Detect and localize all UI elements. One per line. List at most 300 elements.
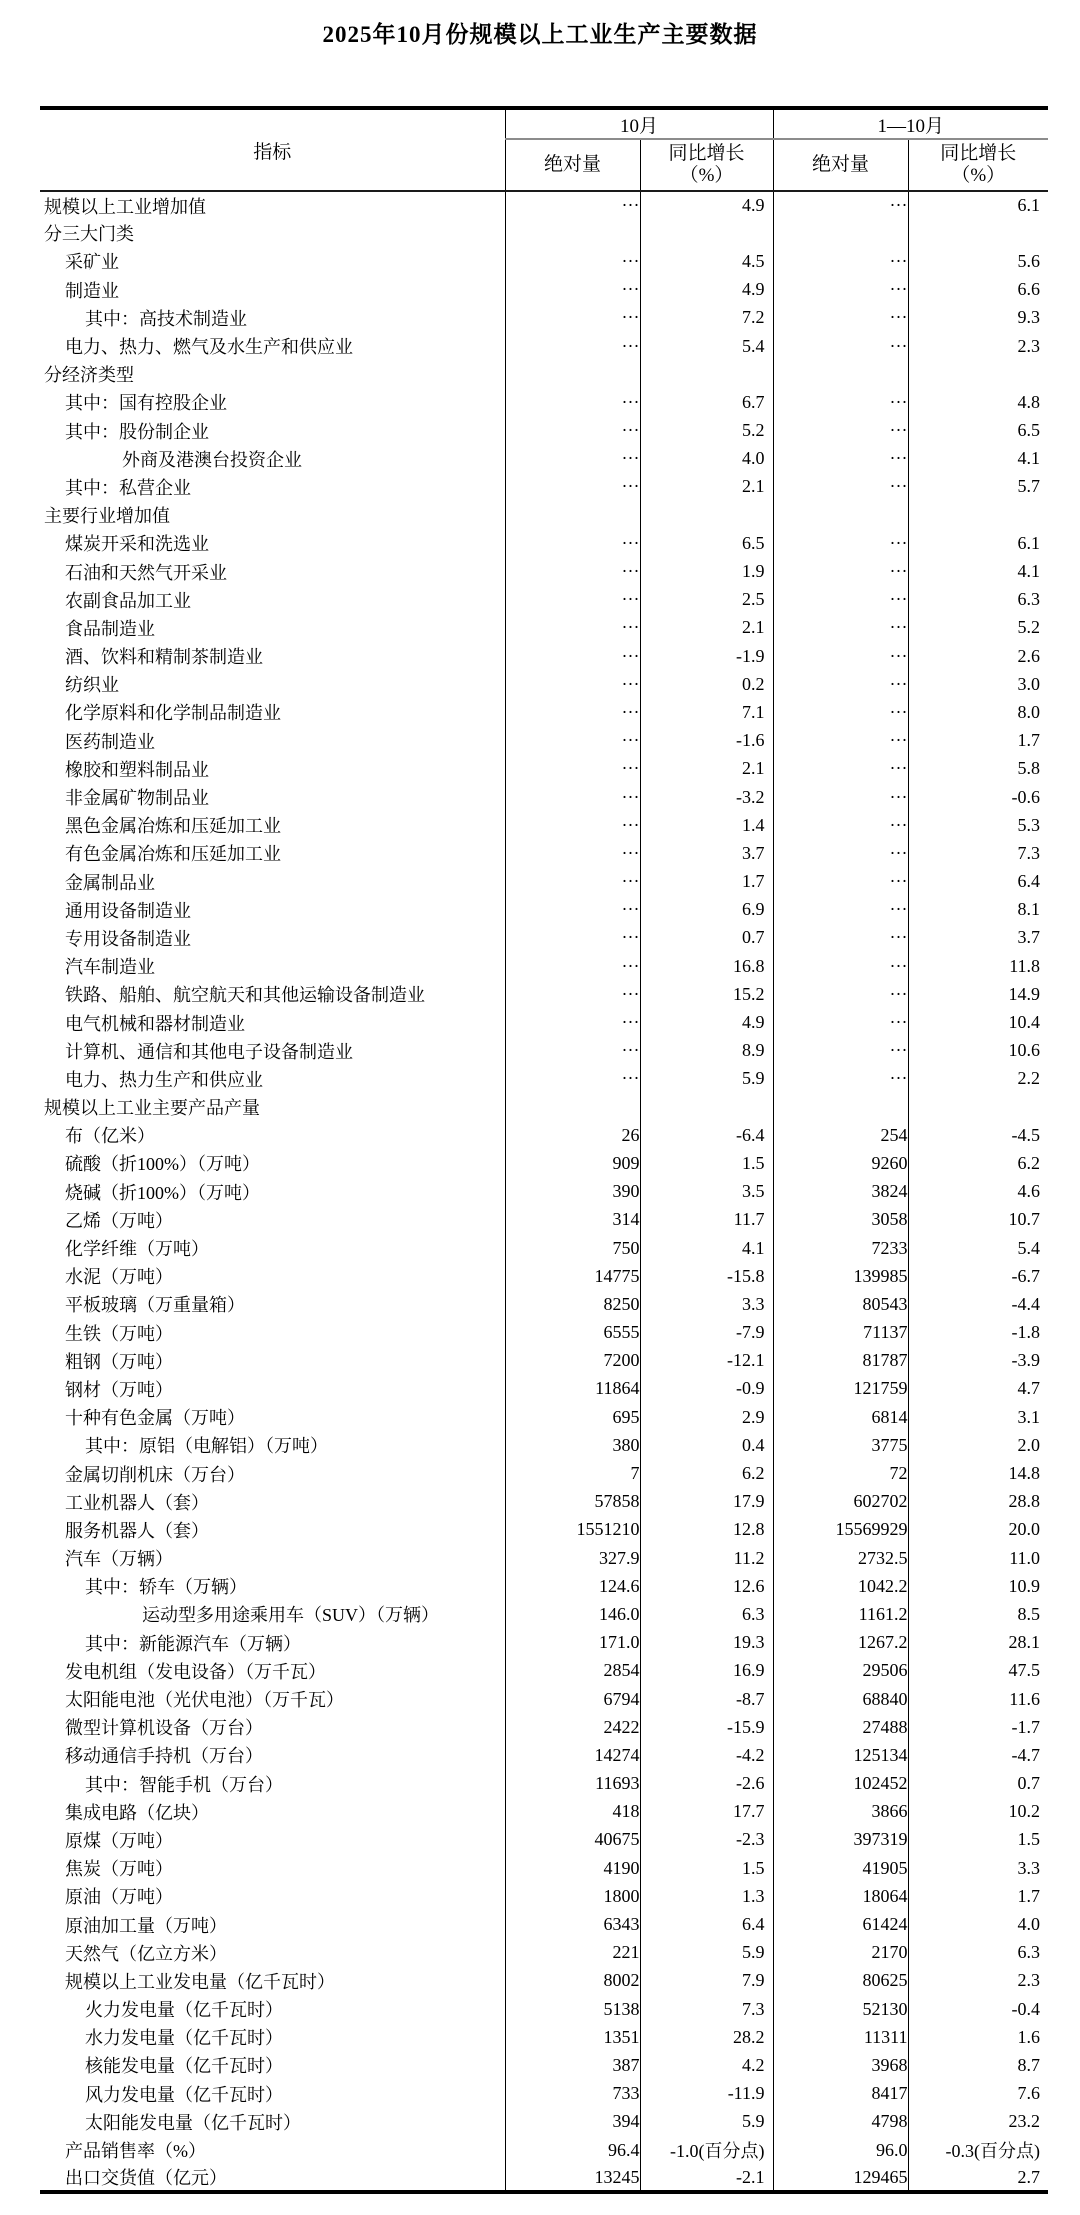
indicator-label: 移动通信手持机（万台） xyxy=(40,1741,505,1769)
growth-value-cell: 6.1 xyxy=(1017,532,1041,553)
absolute-value-cell: ··· xyxy=(505,698,640,726)
growth-value-cell: 11.7 xyxy=(640,1206,773,1234)
absolute-value-cell xyxy=(505,501,640,529)
growth-value-cell: 1.7 xyxy=(640,868,773,896)
growth-value-cell: 17.7 xyxy=(640,1798,773,1826)
table-row xyxy=(40,1037,1048,1065)
growth-value-cell: 2.5 xyxy=(640,586,773,614)
indicator-label: 粗钢（万吨） xyxy=(40,1347,505,1375)
column-header-growth-october xyxy=(640,139,773,191)
absolute-value-cell: 314 xyxy=(505,1206,640,1234)
indicator-label: 煤炭开采和洗选业 xyxy=(40,529,505,557)
absolute-value-cell: 121759 xyxy=(773,1375,908,1403)
table-row xyxy=(40,417,1048,445)
absolute-value-cell: ··· xyxy=(505,896,640,924)
table-row xyxy=(40,1741,1048,1769)
growth-value-cell: 4.1 xyxy=(1017,448,1041,469)
absolute-value-cell: ··· xyxy=(505,276,640,304)
table-row xyxy=(40,755,1048,783)
table-row xyxy=(40,304,1048,332)
growth-value-cell: 2.1 xyxy=(640,755,773,783)
indicator-label: 其中：股份制企业 xyxy=(40,417,505,445)
growth-value-cell: 3.3 xyxy=(640,1290,773,1318)
indicator-label: 铁路、船舶、航空航天和其他运输设备制造业 xyxy=(40,980,505,1008)
growth-value-cell: 20.0 xyxy=(1008,1519,1041,1540)
absolute-value-cell: 387 xyxy=(505,2051,640,2079)
absolute-value-cell: ··· xyxy=(505,1037,640,1065)
growth-value-cell: 7.3 xyxy=(640,1995,773,2023)
absolute-value-cell: 14274 xyxy=(505,1741,640,1769)
growth-value-cell: 11.6 xyxy=(1009,1688,1041,1709)
indicator-label: 制造业 xyxy=(40,276,505,304)
growth-value-cell: -2.3 xyxy=(640,1826,773,1854)
growth-value-cell: 6.2 xyxy=(1017,1152,1041,1173)
absolute-value-cell: 15569929 xyxy=(773,1516,908,1544)
growth-value-cell: -2.1 xyxy=(640,2164,773,2192)
growth-value-cell: 10.2 xyxy=(1008,1801,1041,1822)
indicator-label: 水泥（万吨） xyxy=(40,1262,505,1290)
indicator-label: 核能发电量（亿千瓦时） xyxy=(40,2051,505,2079)
absolute-value-cell: 6794 xyxy=(505,1685,640,1713)
absolute-value-cell: ··· xyxy=(505,388,640,416)
absolute-value-cell: ··· xyxy=(505,952,640,980)
absolute-value-cell: 390 xyxy=(505,1178,640,1206)
table-row xyxy=(40,360,1048,388)
table-row xyxy=(40,1093,1048,1121)
absolute-value-cell: ··· xyxy=(773,276,908,304)
table-row xyxy=(40,1826,1048,1854)
table-row xyxy=(40,1798,1048,1826)
absolute-value-cell: 96.4 xyxy=(505,2136,640,2164)
table-row xyxy=(40,783,1048,811)
growth-value-cell: 0.2 xyxy=(640,670,773,698)
table-row xyxy=(40,1459,1048,1487)
indicator-label: 酒、饮料和精制茶制造业 xyxy=(40,642,505,670)
absolute-value-cell: ··· xyxy=(505,642,640,670)
table-row xyxy=(40,219,1048,247)
table-row xyxy=(40,1347,1048,1375)
indicator-label: 微型计算机设备（万台） xyxy=(40,1713,505,1741)
absolute-value-cell: ··· xyxy=(773,1065,908,1093)
indicator-label: 其中：国有控股企业 xyxy=(40,388,505,416)
indicator-label: 原煤（万吨） xyxy=(40,1826,505,1854)
indicator-label: 烧碱（折100%）（万吨） xyxy=(40,1178,505,1206)
absolute-value-cell: 695 xyxy=(505,1403,640,1431)
growth-value-cell: 0.7 xyxy=(640,924,773,952)
growth-value-cell: 6.5 xyxy=(1017,420,1041,441)
table-row xyxy=(40,1290,1048,1318)
growth-value-cell: 5.3 xyxy=(1017,814,1041,835)
growth-value-cell: 28.1 xyxy=(1008,1632,1041,1653)
absolute-value-cell: 71137 xyxy=(773,1319,908,1347)
indicator-label: 太阳能发电量（亿千瓦时） xyxy=(40,2108,505,2136)
column-header-indicator: 指标 xyxy=(40,108,505,191)
absolute-label: 绝对量 xyxy=(812,154,870,175)
absolute-value-cell: 1551210 xyxy=(505,1516,640,1544)
growth-value-cell: 28.2 xyxy=(640,2023,773,2051)
indicator-label: 天然气（亿立方米） xyxy=(40,1939,505,1967)
table-row xyxy=(40,501,1048,529)
indicator-label: 乙烯（万吨） xyxy=(40,1206,505,1234)
table-row xyxy=(40,1234,1048,1262)
absolute-value-cell: 1042.2 xyxy=(773,1572,908,1600)
growth-value-cell: 1.5 xyxy=(640,1149,773,1177)
absolute-value-cell: 57858 xyxy=(505,1488,640,1516)
indicator-label: 平板玻璃（万重量箱） xyxy=(40,1290,505,1318)
absolute-value-cell: 8002 xyxy=(505,1967,640,1995)
table-row xyxy=(40,811,1048,839)
absolute-value-cell: 29506 xyxy=(773,1657,908,1685)
growth-value-cell: 2.3 xyxy=(1017,1970,1041,1991)
growth-value-cell: 10.4 xyxy=(1008,1012,1041,1033)
indicator-label: 电气机械和器材制造业 xyxy=(40,1008,505,1036)
absolute-value-cell: ··· xyxy=(505,557,640,585)
absolute-value-cell: ··· xyxy=(773,332,908,360)
absolute-value-cell: ··· xyxy=(505,670,640,698)
indicator-label: 规模以上工业增加值 xyxy=(40,191,505,219)
absolute-value-cell: ··· xyxy=(773,191,908,219)
growth-value-cell: 4.0 xyxy=(640,445,773,473)
growth-value-cell: 7.1 xyxy=(640,698,773,726)
table-row xyxy=(40,2164,1048,2192)
growth-value-cell: 2.6 xyxy=(1017,645,1041,666)
indicator-label: 硫酸（折100%）（万吨） xyxy=(40,1149,505,1177)
absolute-value-cell: 733 xyxy=(505,2080,640,2108)
growth-value-cell: -0.4 xyxy=(1011,1998,1041,2019)
absolute-value-cell: 61424 xyxy=(773,1910,908,1938)
growth-value-cell: 4.2 xyxy=(640,2051,773,2079)
growth-value-cell: -4.5 xyxy=(1011,1124,1041,1145)
absolute-value-cell: ··· xyxy=(773,980,908,1008)
table-row xyxy=(40,332,1048,360)
growth-value-cell: 6.3 xyxy=(640,1600,773,1628)
absolute-value-cell: 11311 xyxy=(773,2023,908,2051)
absolute-value-cell: ··· xyxy=(773,642,908,670)
growth-label: 同比增长 xyxy=(940,143,1017,164)
absolute-value-cell: ··· xyxy=(773,698,908,726)
absolute-value-cell: 40675 xyxy=(505,1826,640,1854)
indicator-label: 布（亿米） xyxy=(40,1121,505,1149)
absolute-value-cell: 80625 xyxy=(773,1967,908,1995)
absolute-value-cell xyxy=(773,219,908,247)
indicator-label: 电力、热力、燃气及水生产和供应业 xyxy=(40,332,505,360)
growth-value-cell: -0.3(百分点) xyxy=(945,2141,1041,2162)
absolute-value-cell: 221 xyxy=(505,1939,640,1967)
growth-value-cell: 1.6 xyxy=(1017,2026,1041,2047)
absolute-value-cell: 3058 xyxy=(773,1206,908,1234)
absolute-value-cell: 26 xyxy=(505,1121,640,1149)
table-row xyxy=(40,1600,1048,1628)
absolute-value-cell: 81787 xyxy=(773,1347,908,1375)
absolute-value-cell: ··· xyxy=(505,868,640,896)
growth-value-cell: 2.7 xyxy=(1017,2166,1041,2187)
indicator-label: 化学原料和化学制品制造业 xyxy=(40,698,505,726)
growth-label: 同比增长 xyxy=(668,143,745,164)
growth-value-cell: 4.5 xyxy=(640,247,773,275)
table-row xyxy=(40,1206,1048,1234)
growth-value-cell: 5.9 xyxy=(640,1065,773,1093)
growth-value-cell: 3.3 xyxy=(1017,1857,1041,1878)
table-row xyxy=(40,1939,1048,1967)
absolute-value-cell xyxy=(505,219,640,247)
indicator-label: 计算机、通信和其他电子设备制造业 xyxy=(40,1037,505,1065)
absolute-value-cell: 1800 xyxy=(505,1882,640,1910)
growth-value-cell: 4.0 xyxy=(1017,1914,1041,1935)
absolute-value-cell: ··· xyxy=(773,1008,908,1036)
absolute-label: 绝对量 xyxy=(543,154,601,175)
absolute-value-cell xyxy=(773,1093,908,1121)
growth-value-cell: 3.1 xyxy=(1017,1406,1041,1427)
absolute-value-cell: ··· xyxy=(505,586,640,614)
absolute-value-cell: 125134 xyxy=(773,1741,908,1769)
growth-value-cell: -3.9 xyxy=(1011,1350,1041,1371)
growth-value-cell: 14.9 xyxy=(1008,983,1041,1004)
indicator-label: 农副食品加工业 xyxy=(40,586,505,614)
absolute-value-cell: 3775 xyxy=(773,1431,908,1459)
absolute-value-cell: 7 xyxy=(505,1459,640,1487)
indicator-label: 原油（万吨） xyxy=(40,1882,505,1910)
growth-value-cell: 10.7 xyxy=(1008,1209,1041,1230)
growth-value-cell: 10.6 xyxy=(1008,1040,1041,1061)
table-row xyxy=(40,868,1048,896)
growth-value-cell: 2.1 xyxy=(640,473,773,501)
growth-value-cell: 4.1 xyxy=(640,1234,773,1262)
growth-value-cell: 6.5 xyxy=(640,529,773,557)
growth-value-cell: -1.7 xyxy=(1011,1716,1041,1737)
growth-value-cell: 1.7 xyxy=(1017,730,1041,751)
absolute-value-cell: ··· xyxy=(505,1008,640,1036)
growth-value-cell: 10.9 xyxy=(1008,1575,1041,1596)
table-body xyxy=(40,191,1048,2192)
indicator-label: 其中：原铝（电解铝）（万吨） xyxy=(40,1431,505,1459)
table-row xyxy=(40,1065,1048,1093)
table-row xyxy=(40,1713,1048,1741)
indicator-label: 非金属矿物制品业 xyxy=(40,783,505,811)
growth-value-cell: 6.1 xyxy=(1017,195,1041,216)
absolute-value-cell: 11864 xyxy=(505,1375,640,1403)
table-row xyxy=(40,642,1048,670)
growth-value-cell: 7.9 xyxy=(640,1967,773,1995)
table-row xyxy=(40,191,1048,219)
absolute-value-cell: ··· xyxy=(773,811,908,839)
growth-value-cell: 1.5 xyxy=(640,1854,773,1882)
absolute-value-cell: ··· xyxy=(505,529,640,557)
absolute-value-cell: ··· xyxy=(505,191,640,219)
indicator-label: 生铁（万吨） xyxy=(40,1319,505,1347)
absolute-value-cell: ··· xyxy=(773,557,908,585)
table-row xyxy=(40,1854,1048,1882)
absolute-value-cell xyxy=(773,360,908,388)
growth-value-cell: 28.8 xyxy=(1008,1491,1041,1512)
growth-value-cell: 4.1 xyxy=(1017,561,1041,582)
growth-value-cell: 14.8 xyxy=(1008,1463,1041,1484)
absolute-value-cell: ··· xyxy=(773,868,908,896)
growth-value-cell xyxy=(908,1093,1048,1121)
absolute-value-cell: ··· xyxy=(505,924,640,952)
indicator-label: 水力发电量（亿千瓦时） xyxy=(40,2023,505,2051)
growth-value-cell: 7.6 xyxy=(1017,2083,1041,2104)
indicator-label: 采矿业 xyxy=(40,247,505,275)
growth-value-cell: 11.0 xyxy=(1009,1547,1041,1568)
table-row xyxy=(40,1544,1048,1572)
table-row xyxy=(40,614,1048,642)
absolute-value-cell: 27488 xyxy=(773,1713,908,1741)
indicator-label: 规模以上工业发电量（亿千瓦时） xyxy=(40,1967,505,1995)
growth-value-cell: 6.9 xyxy=(640,896,773,924)
growth-value-cell: 4.7 xyxy=(1017,1378,1041,1399)
growth-value-cell: 16.8 xyxy=(640,952,773,980)
table-row xyxy=(40,276,1048,304)
absolute-value-cell: ··· xyxy=(505,417,640,445)
absolute-value-cell: ··· xyxy=(773,924,908,952)
growth-value-cell xyxy=(640,501,773,529)
growth-value-cell: 16.9 xyxy=(640,1657,773,1685)
absolute-value-cell: 254 xyxy=(773,1121,908,1149)
growth-value-cell: -6.4 xyxy=(640,1121,773,1149)
absolute-value-cell: 394 xyxy=(505,2108,640,2136)
absolute-value-cell: ··· xyxy=(773,586,908,614)
absolute-value-cell: 1161.2 xyxy=(773,1600,908,1628)
absolute-value-cell: ··· xyxy=(773,670,908,698)
growth-value-cell: 23.2 xyxy=(1008,2111,1041,2132)
absolute-value-cell xyxy=(505,1093,640,1121)
absolute-value-cell: 397319 xyxy=(773,1826,908,1854)
absolute-value-cell: 80543 xyxy=(773,1290,908,1318)
absolute-value-cell: ··· xyxy=(505,783,640,811)
indicator-label: 集成电路（亿块） xyxy=(40,1798,505,1826)
indicator-label: 工业机器人（套） xyxy=(40,1488,505,1516)
growth-value-cell: -1.0(百分点) xyxy=(640,2136,773,2164)
absolute-value-cell: ··· xyxy=(773,445,908,473)
growth-value-cell: 2.0 xyxy=(1017,1434,1041,1455)
growth-value-cell xyxy=(640,1093,773,1121)
growth-value-cell: 4.8 xyxy=(1017,391,1041,412)
table-row xyxy=(40,1431,1048,1459)
absolute-value-cell: 2732.5 xyxy=(773,1544,908,1572)
growth-value-cell: -0.9 xyxy=(640,1375,773,1403)
absolute-value-cell: ··· xyxy=(773,304,908,332)
absolute-value-cell: 171.0 xyxy=(505,1629,640,1657)
growth-value-cell: 9.3 xyxy=(1017,307,1041,328)
table-row xyxy=(40,1572,1048,1600)
table-row xyxy=(40,1121,1048,1149)
growth-value-cell: 1.7 xyxy=(1017,1885,1041,1906)
growth-value-cell: -15.9 xyxy=(640,1713,773,1741)
growth-value-cell: 11.2 xyxy=(640,1544,773,1572)
table-row xyxy=(40,1319,1048,1347)
absolute-value-cell: 750 xyxy=(505,1234,640,1262)
growth-value-cell xyxy=(640,360,773,388)
absolute-value-cell xyxy=(773,501,908,529)
indicator-label: 汽车制造业 xyxy=(40,952,505,980)
table-row xyxy=(40,1178,1048,1206)
growth-value-cell: 4.9 xyxy=(640,1008,773,1036)
table-row xyxy=(40,727,1048,755)
growth-unit: （%） xyxy=(679,165,734,186)
indicator-label: 有色金属冶炼和压延加工业 xyxy=(40,839,505,867)
statistics-table xyxy=(40,106,1048,2194)
growth-unit: （%） xyxy=(951,165,1006,186)
absolute-value-cell: 3866 xyxy=(773,1798,908,1826)
growth-value-cell: 2.9 xyxy=(640,1403,773,1431)
indicator-label: 专用设备制造业 xyxy=(40,924,505,952)
table-row xyxy=(40,896,1048,924)
indicator-label: 其中：新能源汽车（万辆） xyxy=(40,1629,505,1657)
growth-value-cell: -8.7 xyxy=(640,1685,773,1713)
absolute-value-cell: ··· xyxy=(505,755,640,783)
absolute-value-cell: 8250 xyxy=(505,1290,640,1318)
absolute-value-cell: 102452 xyxy=(773,1770,908,1798)
growth-value-cell: -4.7 xyxy=(1011,1744,1041,1765)
absolute-value-cell: ··· xyxy=(773,783,908,811)
growth-value-cell: 3.7 xyxy=(640,839,773,867)
table-row xyxy=(40,1149,1048,1177)
indicator-label: 石油和天然气开采业 xyxy=(40,557,505,585)
growth-value-cell xyxy=(908,219,1048,247)
absolute-value-cell: ··· xyxy=(505,473,640,501)
absolute-value-cell: 7233 xyxy=(773,1234,908,1262)
absolute-value-cell: 3824 xyxy=(773,1178,908,1206)
growth-value-cell: 7.2 xyxy=(640,304,773,332)
absolute-value-cell: 4798 xyxy=(773,2108,908,2136)
table-row xyxy=(40,1516,1048,1544)
absolute-value-cell: 2422 xyxy=(505,1713,640,1741)
column-header-absolute-cumulative xyxy=(773,139,908,191)
table-row xyxy=(40,1629,1048,1657)
table-row xyxy=(40,557,1048,585)
growth-value-cell: -3.2 xyxy=(640,783,773,811)
growth-value-cell: -1.6 xyxy=(640,727,773,755)
table-row xyxy=(40,1657,1048,1685)
indicator-label: 通用设备制造业 xyxy=(40,896,505,924)
absolute-value-cell: 129465 xyxy=(773,2164,908,2192)
growth-value-cell: -7.9 xyxy=(640,1319,773,1347)
growth-value-cell: 6.3 xyxy=(1017,589,1041,610)
absolute-value-cell: 41905 xyxy=(773,1854,908,1882)
absolute-value-cell: ··· xyxy=(773,247,908,275)
absolute-value-cell: 418 xyxy=(505,1798,640,1826)
growth-value-cell: 1.4 xyxy=(640,811,773,839)
absolute-value-cell: 68840 xyxy=(773,1685,908,1713)
growth-value-cell: 4.9 xyxy=(640,276,773,304)
absolute-value-cell: ··· xyxy=(773,388,908,416)
table-row xyxy=(40,2023,1048,2051)
table-row xyxy=(40,388,1048,416)
growth-value-cell: 15.2 xyxy=(640,980,773,1008)
growth-value-cell: 47.5 xyxy=(1008,1660,1041,1681)
indicator-label: 发电机组（发电设备）（万千瓦） xyxy=(40,1657,505,1685)
growth-value-cell: 8.0 xyxy=(1017,701,1041,722)
indicator-label: 黑色金属冶炼和压延加工业 xyxy=(40,811,505,839)
table-row xyxy=(40,1910,1048,1938)
absolute-value-cell: 602702 xyxy=(773,1488,908,1516)
absolute-value-cell: ··· xyxy=(505,811,640,839)
absolute-value-cell: 7200 xyxy=(505,1347,640,1375)
growth-value-cell: 8.5 xyxy=(1017,1603,1041,1624)
absolute-value-cell: 14775 xyxy=(505,1262,640,1290)
table-row xyxy=(40,1488,1048,1516)
table-row xyxy=(40,1995,1048,2023)
indicator-label: 十种有色金属（万吨） xyxy=(40,1403,505,1431)
growth-value-cell: 8.9 xyxy=(640,1037,773,1065)
indicator-label: 主要行业增加值 xyxy=(40,501,505,529)
table-row xyxy=(40,1262,1048,1290)
growth-value-cell: -1.8 xyxy=(1011,1322,1041,1343)
indicator-label: 太阳能电池（光伏电池）（万千瓦） xyxy=(40,1685,505,1713)
absolute-value-cell: ··· xyxy=(505,614,640,642)
growth-value-cell: 1.5 xyxy=(1017,1829,1041,1850)
absolute-value-cell: ··· xyxy=(505,839,640,867)
